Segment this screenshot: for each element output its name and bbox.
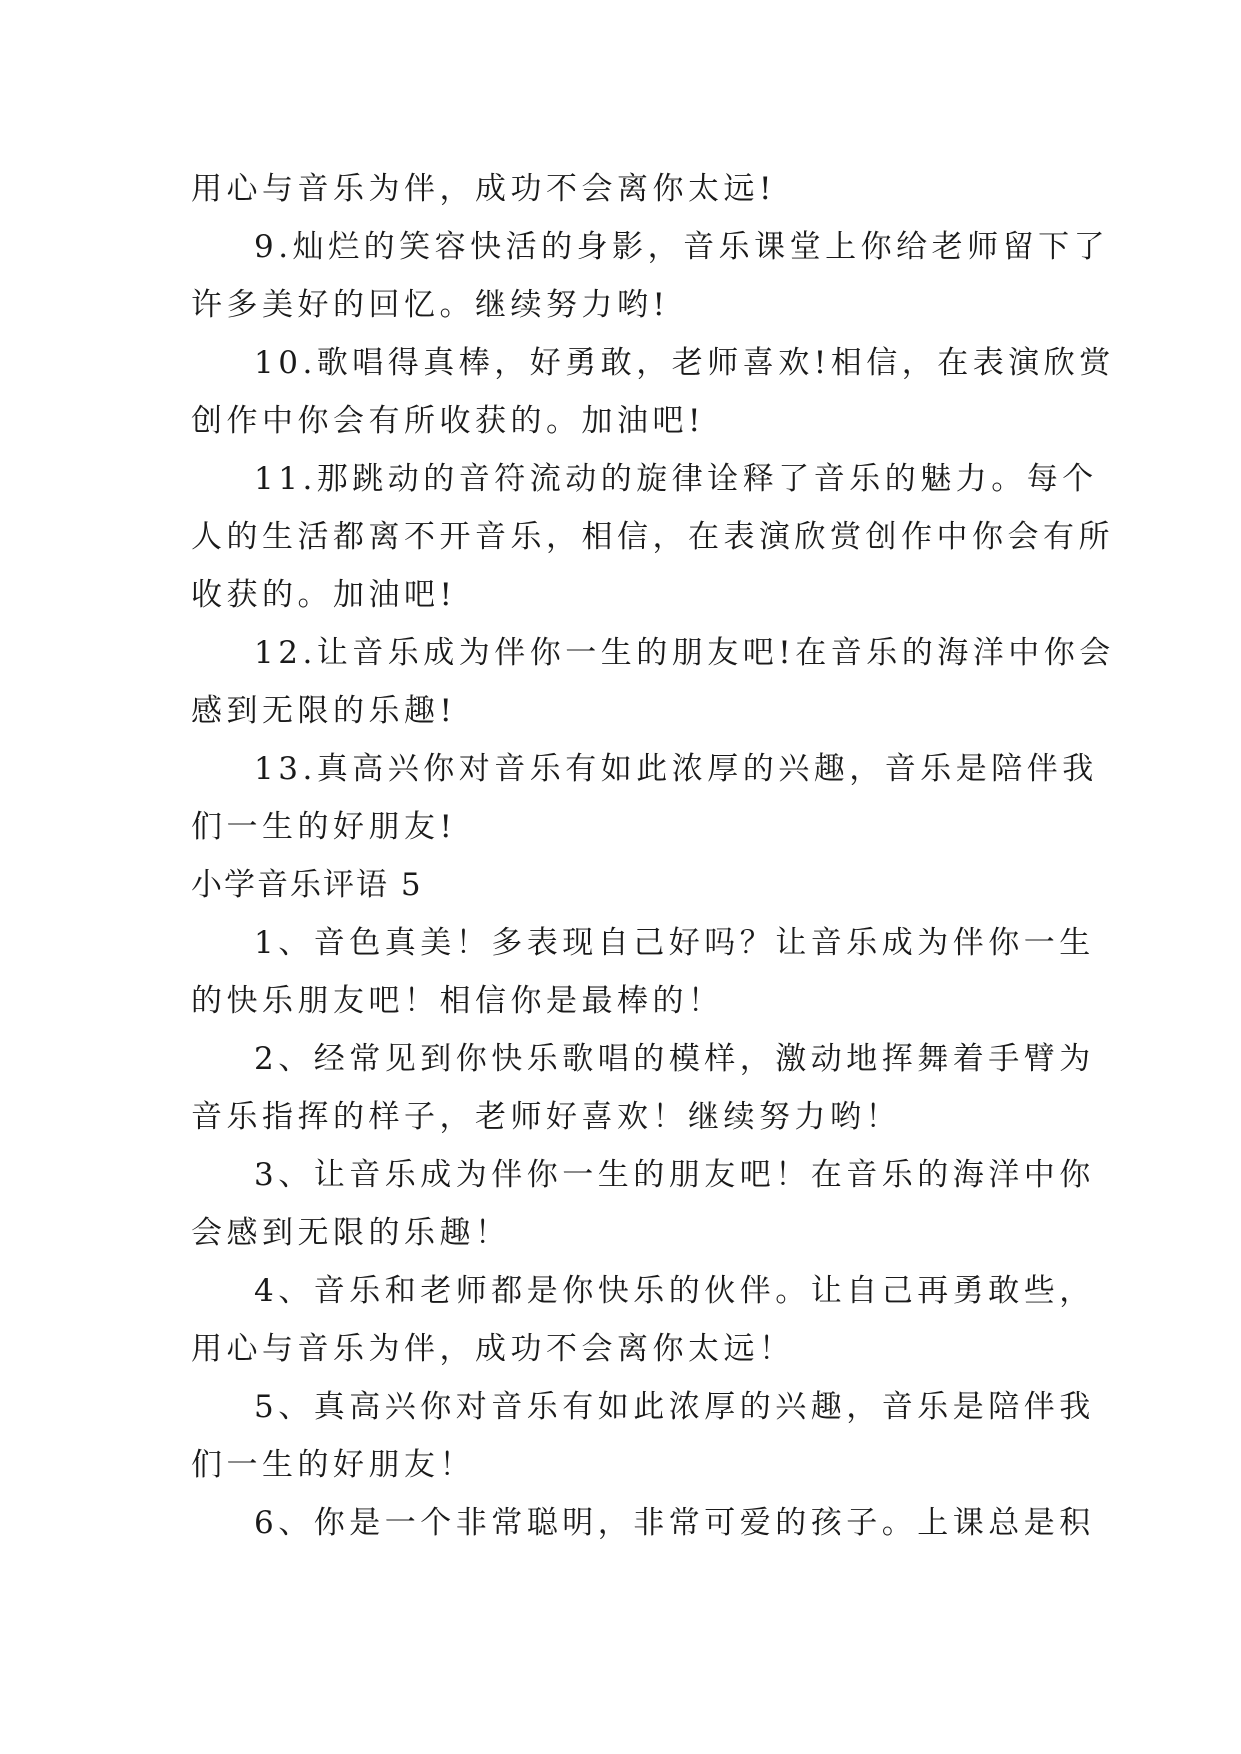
paragraph-line: 11.那跳动的音符流动的旋律诠释了音乐的魅力。每个 [254, 461, 1098, 497]
paragraph [191, 160, 1051, 218]
paragraph-line: 创作中你会有所收获的。加油吧! [191, 403, 705, 439]
paragraph [191, 1494, 1095, 1552]
paragraph-line: 5、真高兴你对音乐有如此浓厚的兴趣，音乐是陪伴我 [254, 1389, 1095, 1425]
paragraph-line: 用心与音乐为伴，成功不会离你太远！ [191, 1331, 795, 1367]
paragraph-line: 2、经常见到你快乐歌唱的模样，激动地挥舞着手臂为 [254, 1041, 1095, 1077]
paragraph [191, 334, 1115, 450]
paragraph-line: 12.让音乐成为伴你一生的朋友吧!在音乐的海洋中你会 [254, 635, 1115, 671]
paragraph-line: 们一生的好朋友！ [191, 1447, 475, 1483]
paragraph-line: 9.灿烂的笑容快活的身影，音乐课堂上你给老师留下了 [254, 229, 1110, 265]
paragraph-line: 6、你是一个非常聪明，非常可爱的孩子。上课总是积 [254, 1505, 1095, 1541]
paragraph [191, 1378, 1095, 1494]
paragraph [191, 1146, 1095, 1262]
paragraph-line: 们一生的好朋友! [191, 809, 457, 845]
paragraph-line: 许多美好的回忆。继续努力哟! [191, 287, 670, 323]
heading-text: 小学音乐评语 5 [191, 867, 423, 903]
paragraph-line: 13.真高兴你对音乐有如此浓厚的兴趣，音乐是陪伴我 [254, 751, 1098, 787]
paragraph-line: 的快乐朋友吧！相信你是最棒的！ [191, 983, 724, 1019]
paragraph-line: 人的生活都离不开音乐，相信，在表演欣赏创作中你会有所 [191, 519, 1114, 555]
paragraph-line: 会感到无限的乐趣！ [191, 1215, 511, 1251]
paragraph-line: 音乐指挥的样子，老师好喜欢！继续努力哟！ [191, 1099, 901, 1135]
paragraph [191, 450, 1114, 624]
paragraph-line: 1、音色真美！多表现自己好吗？让音乐成为伴你一生 [254, 925, 1095, 961]
paragraph-line: 感到无限的乐趣! [191, 693, 457, 729]
paragraph [191, 740, 1098, 856]
paragraph [191, 624, 1115, 740]
paragraph [191, 1262, 1095, 1378]
paragraph-line: 收获的。加油吧! [191, 577, 457, 613]
paragraph-line: 10.歌唱得真棒，好勇敢，老师喜欢!相信，在表演欣赏 [254, 345, 1115, 381]
paragraph-line: 4、音乐和老师都是你快乐的伙伴。让自己再勇敢些， [254, 1273, 1095, 1309]
paragraph-line: 用心与音乐为伴，成功不会离你太远! [191, 171, 776, 207]
section-heading [191, 856, 1051, 914]
paragraph-line: 3、让音乐成为伴你一生的朋友吧！在音乐的海洋中你 [254, 1157, 1095, 1193]
document-body [191, 160, 1115, 1552]
paragraph [191, 914, 1095, 1030]
paragraph [191, 218, 1110, 334]
paragraph [191, 1030, 1095, 1146]
